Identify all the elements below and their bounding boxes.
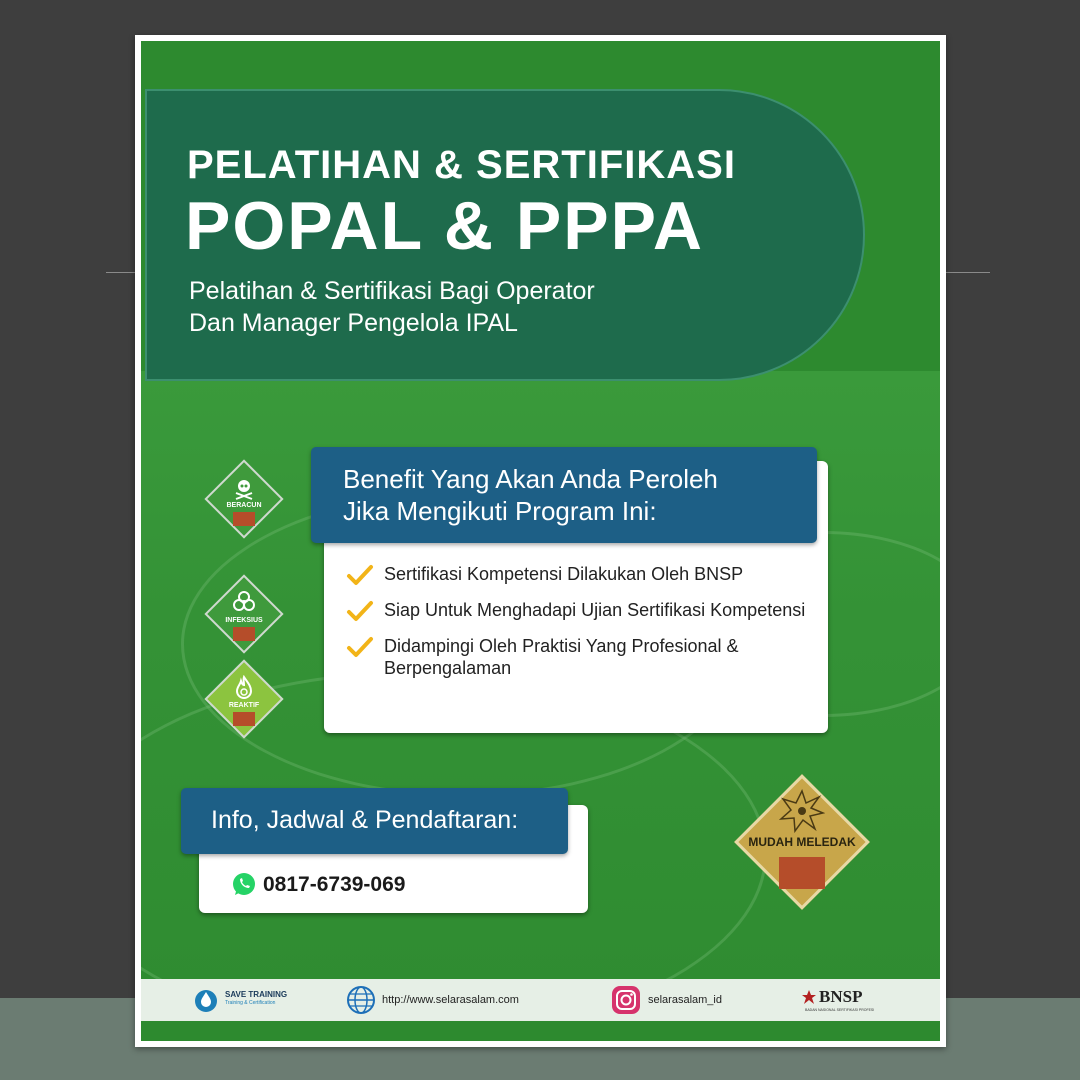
list-item [346, 563, 806, 585]
explosion-icon [779, 789, 825, 833]
subtitle [189, 275, 595, 339]
brand-tagline: Training & Certification [225, 1000, 276, 1006]
benefits-heading [343, 463, 718, 527]
instagram-icon [611, 985, 641, 1015]
check-icon [346, 563, 374, 587]
list-item [346, 635, 806, 679]
instagram-link[interactable] [611, 985, 741, 1015]
footer-bar [141, 979, 940, 1021]
subtitle-line-1: Pelatihan & Sertifikasi Bagi Operator [189, 277, 595, 305]
hazard-label: MUDAH MELEDAK [748, 835, 856, 849]
benefits-heading-line-1: Benefit Yang Akan Anda Peroleh [343, 464, 718, 494]
hazard-sign-reaktif [204, 659, 284, 739]
instagram-handle[interactable]: selarasalam_id [648, 994, 722, 1006]
save-training-logo [193, 985, 303, 1015]
website-url[interactable]: http://www.selarasalam.com [382, 994, 519, 1006]
contact-heading-box [181, 788, 568, 854]
water-drop-icon [193, 987, 219, 1013]
bnsp-logo-text: BNSP [819, 987, 863, 1006]
hazard-sign-infeksius [204, 574, 284, 654]
garuda-icon [801, 989, 817, 1005]
benefit-text: Siap Untuk Menghadapi Ujian Sertifikasi Kompetensi [384, 600, 806, 620]
whatsapp-icon [231, 871, 257, 897]
bnsp-tagline: BADAN NASIONAL SERTIFIKASI PROFESI [805, 1008, 875, 1012]
check-icon [346, 599, 374, 623]
biohazard-icon [232, 590, 256, 614]
flame-icon [233, 675, 255, 699]
benefits-heading-box [311, 447, 817, 543]
contact-heading: Info, Jadwal & Pendaftaran: [211, 806, 519, 834]
benefits-heading-line-2: Jika Mengikuti Program Ini: [343, 496, 657, 526]
website-link[interactable] [346, 985, 556, 1015]
hazard-label: REAKTIF [228, 702, 260, 709]
subtitle-line-2: Dan Manager Pengelola IPAL [189, 309, 518, 337]
brand-name: SAVE TRAINING [225, 990, 288, 999]
poster-canvas [141, 41, 940, 1041]
training-poster [135, 35, 946, 1047]
hazard-label: INFEKSIUS [225, 617, 263, 624]
skull-crossbones-icon [232, 477, 256, 501]
phone-number[interactable]: 0817-6739-069 [263, 873, 406, 896]
benefit-text: Sertifikasi Kompetensi Dilakukan Oleh BNSP [384, 564, 744, 584]
globe-icon [346, 985, 376, 1015]
benefit-text: Didampingi Oleh Praktisi Yang Profesional & Berpengalaman [384, 636, 739, 678]
check-icon [346, 635, 374, 659]
hazard-sign-beracun [204, 459, 284, 539]
decorative-rule-right [946, 272, 990, 273]
benefits-list [346, 563, 806, 693]
title-line-2: POPAL & PPPA [185, 188, 704, 264]
list-item [346, 599, 806, 621]
title-line-1: PELATIHAN & SERTIFIKASI [187, 143, 736, 187]
footer-bottom-strip [141, 1021, 940, 1041]
title-banner [145, 89, 865, 381]
decorative-rule-left [106, 272, 136, 273]
hazard-label: BERACUN [226, 502, 262, 509]
hazard-sign-mudah-meledak [727, 767, 877, 917]
bnsp-logo [801, 985, 891, 1015]
